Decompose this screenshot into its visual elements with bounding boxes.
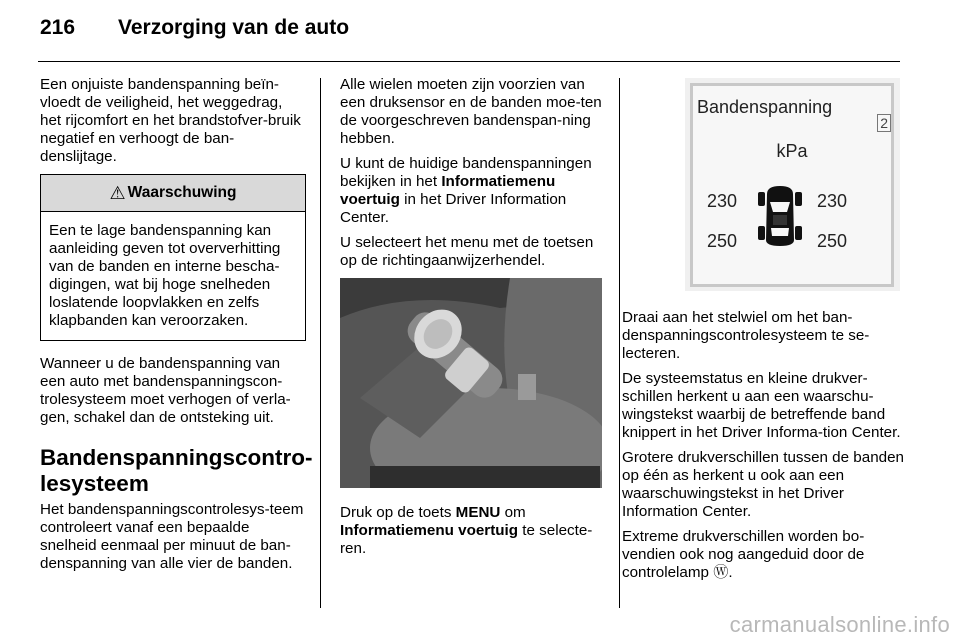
large-difference-paragraph: Grotere drukverschillen tussen de banden op één as herkent u ook aan een waarschuwingstekst in het Driver Information Center.	[622, 449, 904, 520]
view-pressure-paragraph	[340, 155, 602, 227]
display-title: Bandenspanning	[697, 97, 833, 117]
page-number: 216	[40, 16, 76, 39]
page-header	[40, 16, 349, 52]
extreme-difference-paragraph	[622, 528, 904, 582]
lever-illustration	[340, 278, 602, 488]
tire-pressure-display	[685, 78, 900, 291]
pressure-rear-right: 250	[817, 231, 848, 251]
tpms-intro-paragraph: Het bandenspanningscontrolesys-teem controleert vanaf een bepaalde snelheid eenmaal per minuut de ban-denspanning van alle vier de banden.	[40, 501, 304, 572]
column-3	[622, 76, 904, 589]
column-2	[340, 76, 602, 565]
pressure-front-right: 230	[817, 191, 848, 211]
warning-box	[40, 174, 306, 341]
display-screen	[690, 83, 894, 287]
status-paragraph: De systeemstatus en kleine drukver-schillen herkent u aan een waarschu-wingstekst waarbij de betreffende band knippert in het Driver Informa-tion Center.	[622, 370, 901, 441]
column-divider-2	[619, 78, 620, 608]
menu-key-bold: MENU	[455, 504, 501, 521]
menu-name-bold: Informatiemenu voertuig	[340, 173, 556, 208]
intro-paragraph: Een onjuiste bandenspanning beïn-vloedt de veiligheid, het weggedrag, het rijcomfort en het brandstofver-bruik negatief en verhoogt de ban-denslijtage.	[40, 76, 301, 165]
text-span: U kunt de huidige bandenspanningen bekijken in het	[340, 155, 592, 190]
pressure-rear-left: 250	[707, 231, 738, 251]
text-span: in het Driver Information Center.	[340, 191, 567, 226]
chapter-title: Verzorging van de auto	[118, 16, 350, 39]
text-span: Extreme drukverschillen worden bo-vendien ook nog aangeduid door de controlelamp	[622, 528, 865, 581]
column-divider-1	[320, 78, 321, 608]
warning-icon: ⚠	[109, 183, 126, 203]
thumbwheel-paragraph: Draai aan het stelwiel om het ban-denspanningscontrolesysteem te se-lecteren.	[622, 309, 870, 362]
warning-text: Een te lage bandenspanning kan aanleiding geven tot oververhitting van de banden en interne bescha-digingen, wat bij hoge snelheden loslatende loopvlakken en zelfs klapbanden kan veroorzaken.	[49, 222, 281, 329]
text-span: te selecte-ren.	[340, 522, 593, 557]
warning-title: Waarschuwing	[127, 184, 237, 201]
text-span: om	[500, 504, 526, 521]
column-1	[40, 76, 313, 580]
text-span: Druk op de toets	[340, 504, 456, 521]
watermark: carmanualsonline.info	[729, 612, 950, 637]
car-top-view-icon	[755, 184, 805, 248]
sensor-paragraph: Alle wielen moeten zijn voorzien van een druksensor en de banden moe-ten de voorgeschreven bandenspan-ning hebben.	[340, 76, 602, 147]
ignition-paragraph: Wanneer u de bandenspanning van een auto met bandenspanningscon-trolesysteem moet verhogen of verla-gen, schakel dan de ontsteking uit.	[40, 355, 291, 426]
display-unit: kPa	[776, 141, 808, 161]
header-rule	[38, 61, 900, 62]
display-page-indicator: 2	[877, 114, 891, 132]
menu-name-bold: Informatiemenu voertuig	[340, 522, 519, 539]
warning-header	[41, 175, 305, 212]
tire-warning-lamp-icon: Ⓦ.	[713, 564, 733, 581]
select-menu-paragraph: U selecteert het menu met de toetsen op de richtingaanwijzerhendel.	[340, 234, 594, 269]
menu-button-paragraph	[340, 504, 602, 558]
turn-signal-lever-photo	[340, 278, 602, 488]
pressure-front-left: 230	[707, 191, 738, 211]
section-title: Bandenspanningscontro-lesysteem	[40, 445, 313, 496]
